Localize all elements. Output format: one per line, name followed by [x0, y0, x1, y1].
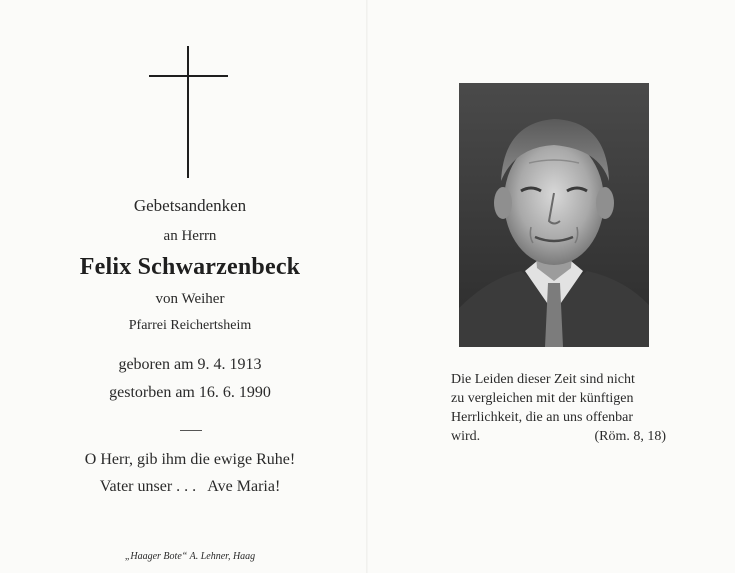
prayer-line-2: Vater unser . . . Ave Maria! [99, 478, 281, 495]
deceased-name: Felix Schwarzenbeck [79, 254, 301, 280]
cross-icon-vertical [187, 46, 189, 178]
cross-icon-horizontal [149, 75, 228, 77]
left-panel [0, 0, 366, 573]
portrait-photo [459, 83, 649, 347]
printer-imprint: „Haager Bote“ A. Lehner, Haag [124, 551, 256, 562]
quote-line-2: zu vergleichen mit der künftigen [451, 391, 634, 406]
quote-reference: (Röm. 8, 18) [594, 429, 666, 444]
death-date: gestorben am 16. 6. 1990 [109, 384, 271, 401]
parish: Pfarrei Reichertsheim [128, 318, 252, 333]
quote-line-4: wird. [451, 429, 481, 444]
origin: von Weiher [155, 291, 225, 307]
quote-last-line [451, 427, 666, 446]
bible-quote [451, 370, 666, 446]
salutation: an Herrn [163, 228, 217, 244]
quote-line-3: Herrlichkeit, die an uns offenbar [451, 410, 634, 425]
birth-date: geboren am 9. 4. 1913 [118, 356, 262, 373]
right-panel [368, 0, 735, 573]
divider [180, 430, 202, 431]
prayer-line-1: O Herr, gib ihm die ewige Ruhe! [84, 451, 296, 468]
quote-line-1: Die Leiden dieser Zeit sind nicht [451, 372, 635, 387]
card-title: Gebetsandenken [133, 196, 247, 215]
